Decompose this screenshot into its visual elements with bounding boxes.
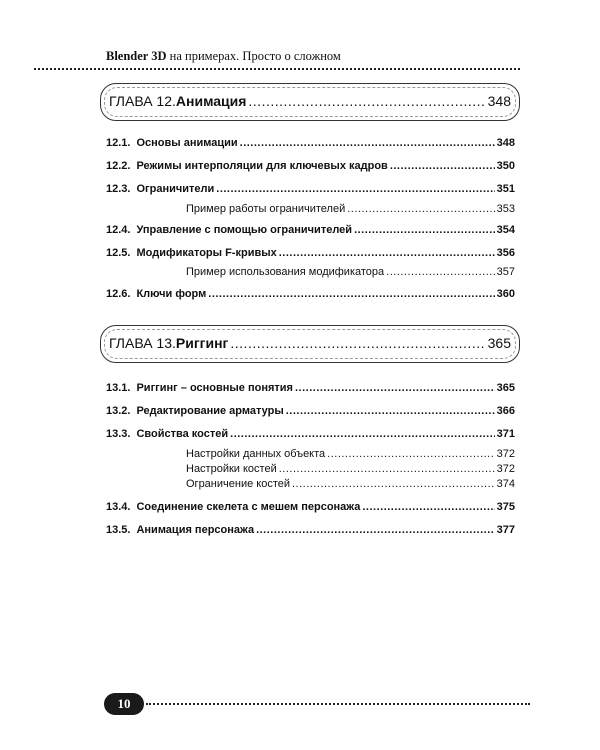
- toc-entry-12-2[interactable]: [106, 160, 515, 173]
- dot-leader: [292, 478, 495, 491]
- entry-page: 372: [496, 448, 515, 460]
- entry-title: Основы анимации: [136, 137, 238, 149]
- entry-number: 12.6.: [106, 288, 131, 300]
- entry-page: 360: [496, 288, 515, 300]
- entry-number: 12.3.: [106, 183, 131, 195]
- dot-leader: [295, 382, 495, 395]
- dot-leader: [230, 335, 485, 351]
- entry-title: Режимы интерполяции для ключевых кадров: [136, 160, 388, 172]
- entry-title: Анимация персонажа: [136, 524, 255, 536]
- dot-leader: [216, 183, 494, 196]
- entry-title: Соединение скелета с мешем персонажа: [136, 501, 361, 513]
- footer-dotted-rule: [146, 703, 530, 705]
- entry-title: Свойства костей: [136, 428, 229, 440]
- entry-page: 357: [496, 266, 515, 278]
- entry-page: 371: [496, 428, 515, 440]
- entry-page: 375: [496, 501, 515, 513]
- toc-entry-13-1[interactable]: [106, 382, 515, 395]
- entry-number: 13.2.: [106, 405, 131, 417]
- toc-subentry-12-3-1[interactable]: [186, 203, 515, 216]
- toc-entry-13-3[interactable]: [106, 428, 515, 441]
- entry-title: Управление с помощью ограничителей: [136, 224, 353, 236]
- header-dotted-rule: [34, 68, 520, 70]
- entry-title: Ограничители: [136, 183, 215, 195]
- toc-subentry-12-5-1[interactable]: [186, 266, 515, 279]
- dot-leader: [240, 137, 495, 150]
- toc-entry-13-2[interactable]: [106, 405, 515, 418]
- entry-title: Пример использования модификатора: [186, 266, 385, 278]
- entry-title: Риггинг – основные понятия: [136, 382, 293, 394]
- dot-leader: [327, 448, 494, 461]
- entry-page: 351: [496, 183, 515, 195]
- dot-leader: [248, 93, 485, 109]
- dot-leader: [230, 428, 495, 441]
- entry-title: Настройки костей: [186, 463, 277, 475]
- entry-number: 13.5.: [106, 524, 131, 536]
- entry-page: 348: [496, 137, 515, 149]
- dot-leader: [208, 288, 494, 301]
- dot-leader: [386, 266, 494, 279]
- entry-title: Пример работы ограничителей: [186, 203, 346, 215]
- chapter-12-heading[interactable]: [100, 83, 520, 121]
- entry-page: 353: [496, 203, 515, 215]
- entry-number: 13.1.: [106, 382, 131, 394]
- entry-page: 374: [496, 478, 515, 490]
- page-number-badge: [104, 693, 144, 715]
- toc-entry-12-3[interactable]: [106, 183, 515, 196]
- dot-leader: [256, 524, 495, 537]
- dot-leader: [279, 463, 495, 476]
- toc-subentry-13-3-1[interactable]: [186, 448, 515, 461]
- dot-leader: [354, 224, 495, 237]
- entry-page: 350: [496, 160, 515, 172]
- book-title-bold: Blender 3D: [106, 49, 167, 63]
- chapter-title: Анимация: [175, 93, 247, 109]
- toc-entry-12-4[interactable]: [106, 224, 515, 237]
- entry-number: 12.4.: [106, 224, 131, 236]
- chapter-page: 348: [487, 93, 511, 109]
- entry-page: 377: [496, 524, 515, 536]
- toc-subentry-13-3-2[interactable]: [186, 463, 515, 476]
- dot-leader: [286, 405, 495, 418]
- toc-entry-12-6[interactable]: [106, 288, 515, 301]
- dot-leader: [279, 247, 495, 260]
- entry-number: 13.4.: [106, 501, 131, 513]
- dot-leader: [347, 203, 494, 216]
- entry-number: 12.5.: [106, 247, 131, 259]
- entry-title: Редактирование арматуры: [136, 405, 284, 417]
- toc-entry-12-5[interactable]: [106, 247, 515, 260]
- toc-entry-12-1[interactable]: [106, 137, 515, 150]
- entry-number: 12.2.: [106, 160, 131, 172]
- page-number: 10: [117, 696, 131, 711]
- entry-page: 366: [496, 405, 515, 417]
- entry-page: 365: [496, 382, 515, 394]
- entry-title: Ограничение костей: [186, 478, 290, 490]
- chapter-title: Риггинг: [175, 335, 229, 351]
- chapter-page: 365: [487, 335, 511, 351]
- chapter-label: ГЛАВА 12.: [109, 93, 176, 109]
- toc-entry-13-4[interactable]: [106, 501, 515, 514]
- entry-title: Модификаторы F-кривых: [136, 247, 277, 259]
- dot-leader: [362, 501, 494, 514]
- entry-title: Ключи форм: [136, 288, 207, 300]
- entry-title: Настройки данных объекта: [186, 448, 326, 460]
- chapter-13-heading[interactable]: [100, 325, 520, 363]
- book-running-header: [106, 49, 341, 64]
- book-title-rest: на примерах. Просто о сложном: [166, 49, 341, 63]
- dot-leader: [390, 160, 495, 173]
- entry-page: 372: [496, 463, 515, 475]
- chapter-label: ГЛАВА 13.: [109, 335, 176, 351]
- entry-page: 356: [496, 247, 515, 259]
- toc-entry-13-5[interactable]: [106, 524, 515, 537]
- entry-number: 13.3.: [106, 428, 131, 440]
- entry-page: 354: [496, 224, 515, 236]
- entry-number: 12.1.: [106, 137, 131, 149]
- toc-subentry-13-3-3[interactable]: [186, 478, 515, 491]
